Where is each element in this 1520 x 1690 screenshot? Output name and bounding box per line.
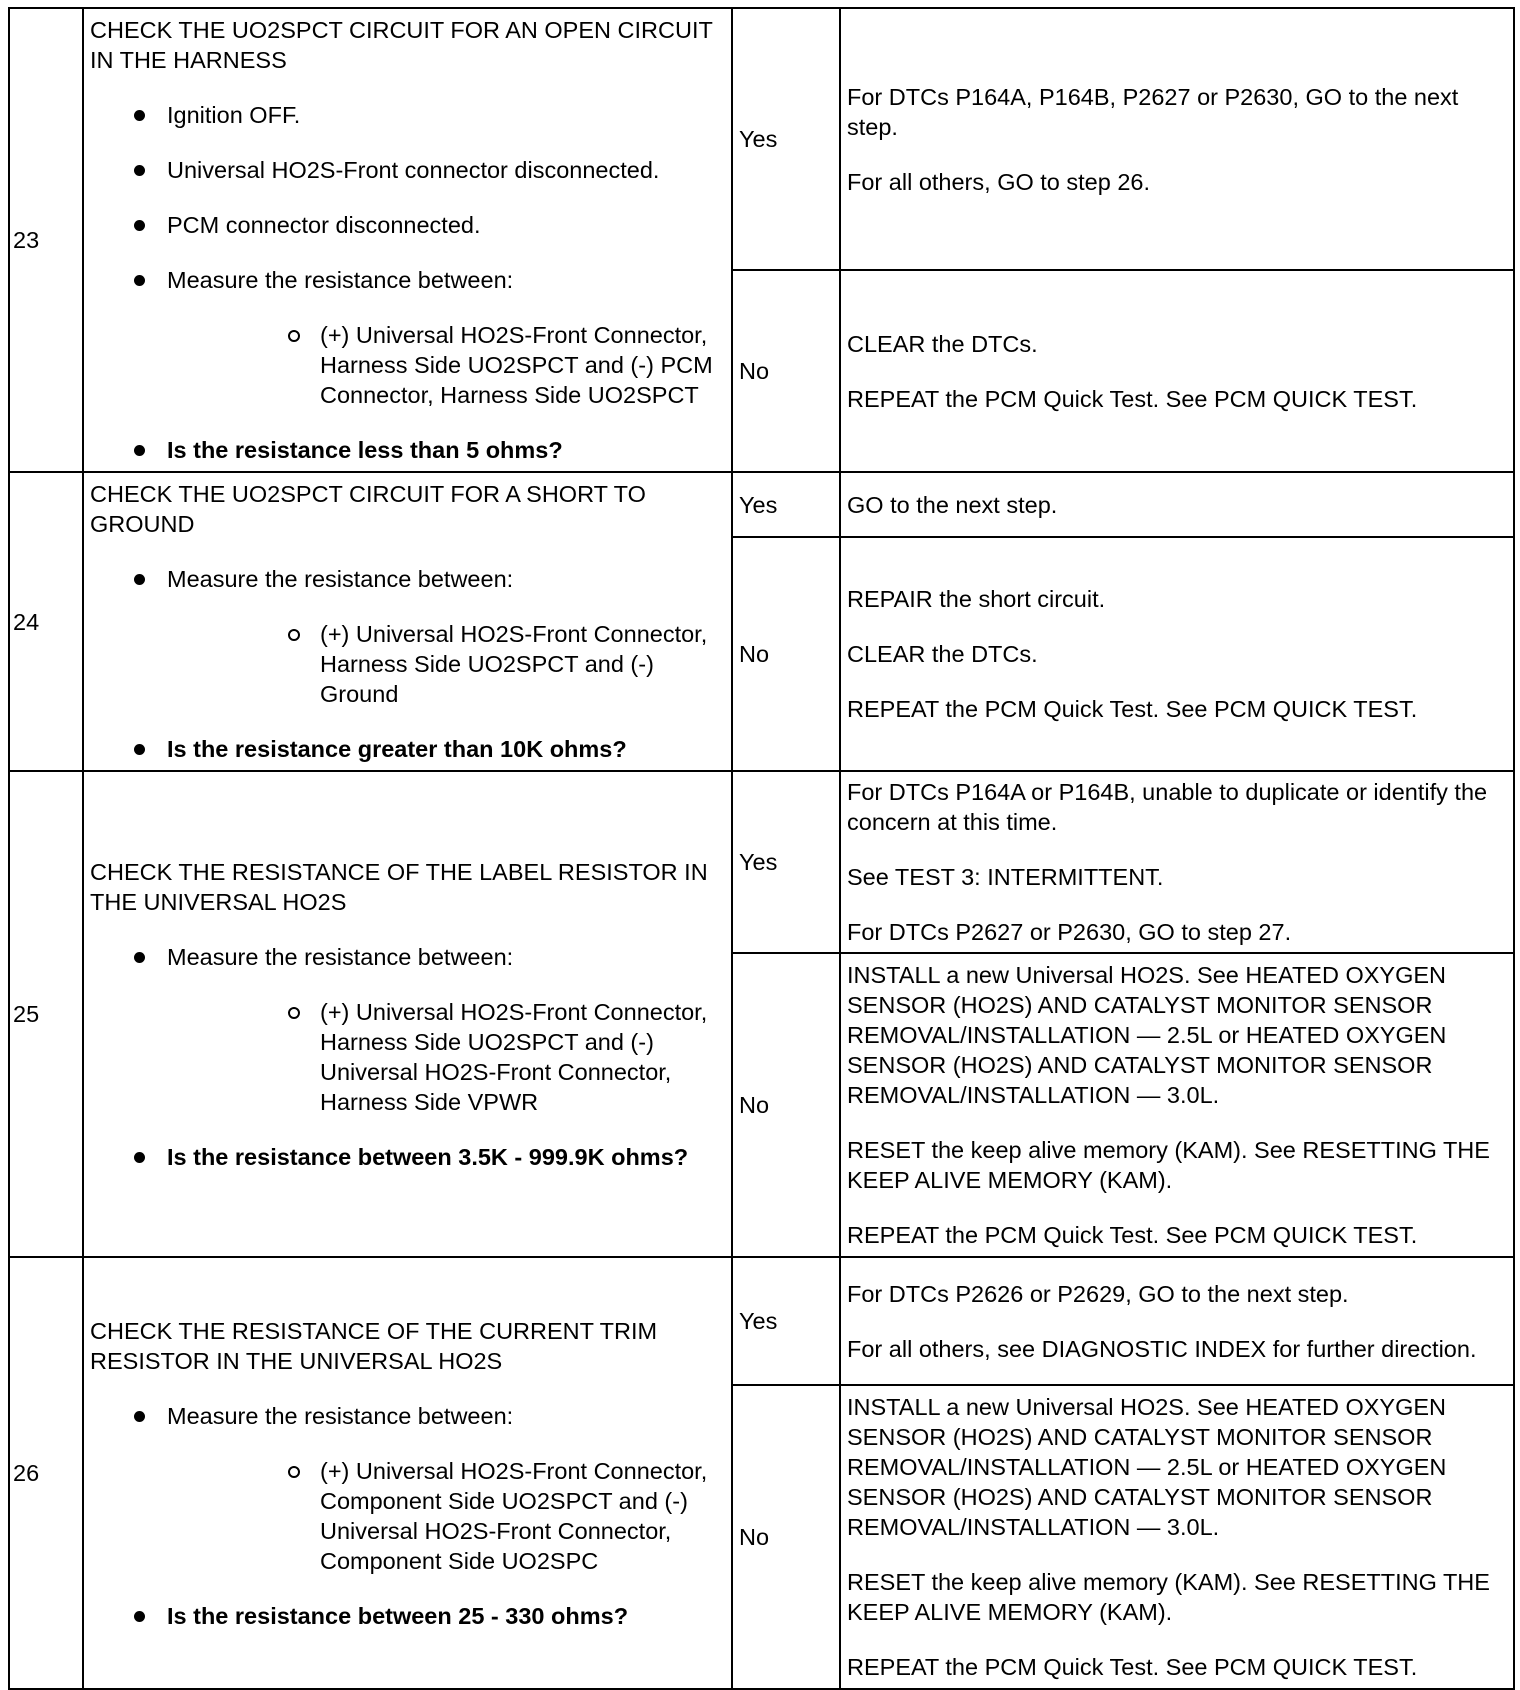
step-title: CHECK THE RESISTANCE OF THE LABEL RESISTOR IN THE UNIVERSAL HO2S [90,858,708,915]
yes-action [840,8,1514,270]
yes-action [840,771,1514,953]
step-title: CHECK THE UO2SPCT CIRCUIT FOR A SHORT TO GROUND [90,481,646,537]
yes-label: Yes [732,472,840,537]
sub-bullet-item: (+) Universal HO2S-Front Connector, Component Side UO2SPCT and (-) Universal HO2S-Front Connector, Component Side UO2SPC [167,1456,725,1576]
action-text: INSTALL a new Universal HO2S. See HEATED OXYGEN SENSOR (HO2S) AND CATALYST MONITOR SENSOR REMOVAL/INSTALLATION — 2.5L or HEATED OXYGEN SENSOR (HO2S) AND CATALYST MONITOR SENSOR REMOVAL/INSTALLATION — 3.0L. [847,1394,1447,1540]
bullet-item: Universal HO2S-Front connector disconnected. [90,155,725,185]
step-instructions [83,8,732,472]
bullet-text: Measure the resistance between: [167,267,514,293]
step-instructions [83,472,732,771]
step-number: 26 [9,1257,83,1689]
action-text: For DTCs P164A or P164B, unable to duplicate or identify the concern at this time. [847,779,1488,835]
bullet-item [90,1401,725,1576]
step-title: CHECK THE UO2SPCT CIRCUIT FOR AN OPEN CIRCUIT IN THE HARNESS [90,17,713,73]
bullet-item: PCM connector disconnected. [90,210,725,240]
no-action [840,270,1514,472]
step-instructions [83,771,732,1257]
yes-label: Yes [732,8,840,270]
action-text: For DTCs P2627 or P2630, GO to step 27. [847,919,1292,945]
no-action [840,1385,1514,1689]
action-text: For all others, see DIAGNOSTIC INDEX for further direction. [847,1335,1477,1362]
bullet-text: Measure the resistance between: [167,566,514,592]
bullet-item: Ignition OFF. [90,100,725,130]
yes-label: Yes [732,1257,840,1385]
action-text: For DTCs P164A, P164B, P2627 or P2630, GO to the next step. [847,83,1459,140]
bullet-item [90,942,725,1117]
no-label: No [732,537,840,771]
sub-bullet-list [167,619,725,709]
action-text: REPEAT the PCM Quick Test. See PCM QUICK TEST. [847,1654,1418,1680]
action-text: GO to the next step. [847,491,1058,518]
diagnostic-table [8,7,1515,1690]
bullet-list [90,1401,725,1631]
action-text: REPEAT the PCM Quick Test. See PCM QUICK TEST. [847,1222,1418,1248]
sub-bullet-list [167,1456,725,1576]
step-number: 25 [9,771,83,1257]
step-23-row [9,8,1514,270]
no-action [840,537,1514,771]
step-question: Is the resistance between 25 - 330 ohms? [90,1601,725,1631]
action-text: RESET the keep alive memory (KAM). See RESETTING THE KEEP ALIVE MEMORY (KAM). [847,1569,1490,1625]
sub-bullet-item: (+) Universal HO2S-Front Connector, Harness Side UO2SPCT and (-) Universal HO2S-Front Connector, Harness Side VPWR [167,997,725,1117]
bullet-list [90,100,725,465]
action-text: CLEAR the DTCs. [847,330,1038,357]
action-text: For DTCs P2626 or P2629, GO to the next step. [847,1280,1349,1307]
bullet-text: Measure the resistance between: [167,943,514,970]
step-number: 24 [9,472,83,771]
action-text: See TEST 3: INTERMITTENT. [847,864,1164,890]
step-question: Is the resistance greater than 10K ohms? [90,734,725,764]
step-26-row [9,1257,1514,1385]
yes-label: Yes [732,771,840,953]
bullet-text: Measure the resistance between: [167,1402,514,1429]
sub-bullet-item: (+) Universal HO2S-Front Connector, Harness Side UO2SPCT and (-) Ground [167,619,725,709]
no-label: No [732,1385,840,1689]
yes-action [840,1257,1514,1385]
step-question: Is the resistance between 3.5K - 999.9K ohms? [90,1142,725,1172]
sub-bullet-list [167,997,725,1117]
action-text: REPEAT the PCM Quick Test. See PCM QUICK TEST. [847,385,1418,412]
step-number: 23 [9,8,83,472]
no-label: No [732,270,840,472]
yes-action [840,472,1514,537]
step-title: CHECK THE RESISTANCE OF THE CURRENT TRIM RESISTOR IN THE UNIVERSAL HO2S [90,1317,658,1374]
action-text: REPEAT the PCM Quick Test. See PCM QUICK TEST. [847,696,1418,722]
no-action [840,953,1514,1257]
bullet-item [90,564,725,709]
action-text: REPAIR the short circuit. [847,586,1106,612]
sub-bullet-item: (+) Universal HO2S-Front Connector, Harness Side UO2SPCT and (-) PCM Connector, Harness Side UO2SPCT [167,320,725,410]
step-25-row [9,771,1514,953]
action-text: RESET the keep alive memory (KAM). See RESETTING THE KEEP ALIVE MEMORY (KAM). [847,1137,1490,1193]
action-text: INSTALL a new Universal HO2S. See HEATED OXYGEN SENSOR (HO2S) AND CATALYST MONITOR SENSOR REMOVAL/INSTALLATION — 2.5L or HEATED OXYGEN SENSOR (HO2S) AND CATALYST MONITOR SENSOR REMOVAL/INSTALLATION — 3.0L. [847,962,1447,1108]
bullet-list [90,564,725,764]
sub-bullet-list [167,320,725,410]
bullet-list [90,942,725,1172]
step-24-row [9,472,1514,537]
bullet-item [90,265,725,410]
step-question: Is the resistance less than 5 ohms? [90,435,725,465]
action-text: For all others, GO to step 26. [847,168,1151,195]
step-instructions [83,1257,732,1689]
no-label: No [732,953,840,1257]
action-text: CLEAR the DTCs. [847,641,1038,667]
